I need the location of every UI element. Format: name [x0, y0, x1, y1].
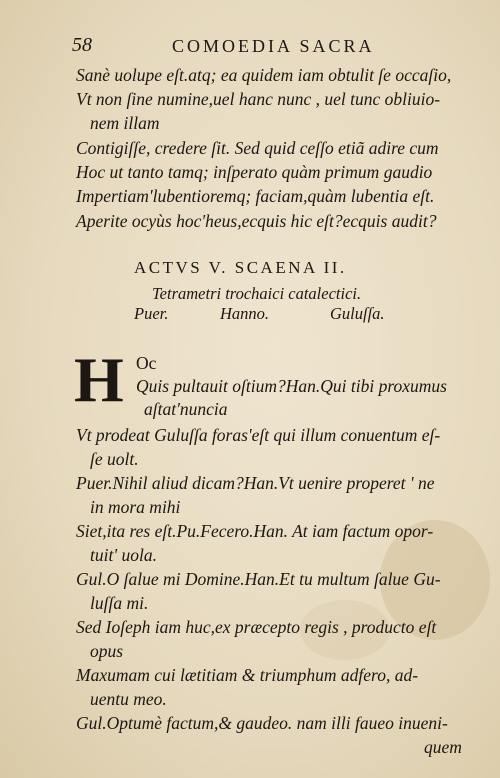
meter-subheading: Tetrametri trochaici catalectici. [152, 284, 362, 303]
page-number: 58 [72, 34, 92, 56]
dialogue-line: quem [424, 737, 462, 757]
verse-line: Impertiam'lubentioremq; faciam,quàm lubentia eſt. [76, 186, 435, 206]
verse-line: nem illam [90, 113, 160, 133]
dialogue-line: uentu meo. [90, 689, 167, 709]
speaker-name: Hanno. [220, 304, 270, 323]
act-heading: ACTVS V. SCAENA II. [134, 258, 347, 277]
dialogue-line: Gul.Optumè factum,& gaudeo. nam illi faueo inueni- [76, 713, 448, 733]
dialogue-line: tuit' uola. [90, 545, 157, 565]
verse-line: Sanè uolupe eſt.atq; ea quidem iam obtulit ſe occaſio, [76, 65, 452, 85]
dialogue-line: Vt prodeat Guluſſa foras'eſt qui illum conuentum eſ- [76, 425, 441, 445]
dialogue-line: Oc [136, 353, 157, 373]
drop-cap: H [74, 344, 124, 415]
dialogue-line: Quis pultauit oſtium?Han.Qui tibi proxumus [136, 376, 447, 396]
dialogue-line: opus [90, 641, 124, 661]
page-header [72, 34, 462, 58]
dialogue-line: Gul.O ſalue mi Domine.Han.Et tu multum ſalue Gu- [76, 569, 441, 589]
speaker-name: Puer. [134, 304, 169, 323]
dialogue-line: Sed Ioſeph iam huc,ex præcepto regis , producto eſt [76, 617, 437, 637]
speaker-list [134, 304, 404, 328]
verse-line: Aperite ocyùs hoc'heus,ecquis hic eſt?ecquis audit? [76, 211, 437, 231]
verse-line: Contigiſſe, credere ſit. Sed quid ceſſo etiã adire cum [76, 138, 439, 158]
dialogue-line: aſtat'nuncia [144, 399, 228, 419]
running-head: COMOEDIA SACRA [172, 36, 375, 56]
dialogue-line: ſe uolt. [90, 449, 139, 469]
dialogue-line: luſſa mi. [90, 593, 149, 613]
dialogue-line: in mora mihi [90, 497, 181, 517]
dialogue-line: Puer.Nihil aliud dicam?Han.Vt uenire properet ' ne [76, 473, 435, 493]
verse-line: Vt non ſine numine,uel hanc nunc , uel tunc obliuio- [76, 89, 441, 109]
verse-line: Hoc ut tanto tamq; inſperato quàm primum gaudio [76, 162, 433, 182]
dialogue-line: Siet,ita res eſt.Pu.Fecero.Han. At iam factum opor- [76, 521, 434, 541]
speaker-name: Guluſſa. [330, 304, 385, 323]
dialogue-line: Maxumam cui lætitiam & triumphum adfero, ad- [76, 665, 419, 685]
